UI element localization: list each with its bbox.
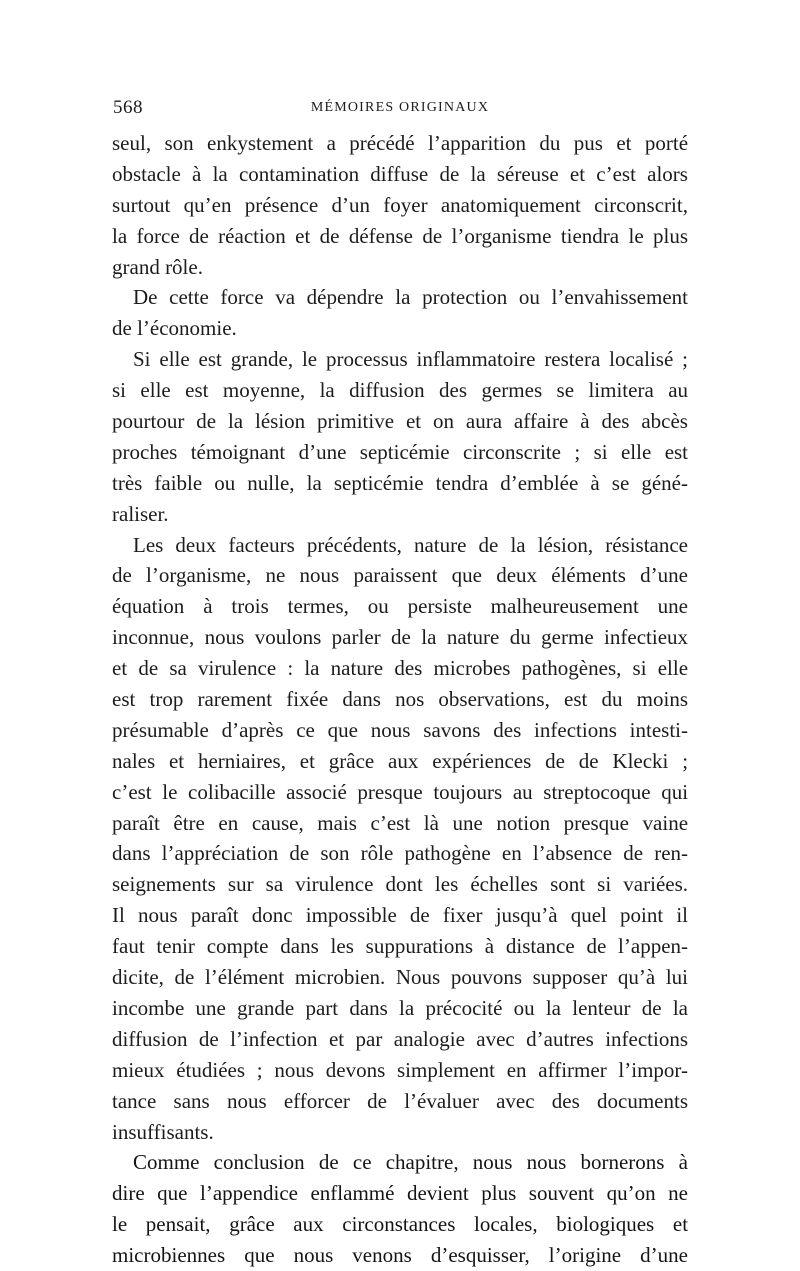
text-line: nales et herniaires, et grâce aux expériences de de Klecki ; — [112, 748, 689, 773]
text-line: Comme conclusion de ce chapitre, nous nous bornerons à — [133, 1150, 688, 1175]
running-head — [113, 97, 687, 119]
text-line: paraît être en cause, mais c’est là une notion presque vaine — [112, 810, 689, 835]
page-number: 568 — [113, 97, 143, 118]
text-line: mieux étudiées ; nous devons simplement en affirmer l’impor- — [112, 1057, 688, 1082]
text-line: de l’organisme, ne nous paraissent que deux éléments d’une — [112, 563, 688, 588]
text-line: de l’économie. — [112, 316, 237, 341]
text-line: très faible ou nulle, la septicémie tendra d’emblée à se géné- — [112, 470, 688, 495]
text-line: proches témoignant d’une septicémie circonscrite ; si elle est — [112, 439, 689, 464]
text-line: dans l’appréciation de son rôle pathogène en l’absence de ren- — [112, 841, 689, 866]
text-line: Les deux facteurs précédents, nature de la lésion, résistance — [133, 532, 688, 557]
text-line: De cette force va dépendre la protection ou l’envahissement — [133, 285, 688, 310]
text-line: Si elle est grande, le processus inflammatoire restera localisé ; — [133, 347, 688, 372]
text-line: Il nous paraît donc impossible de fixer jusqu’à quel point il — [112, 903, 689, 928]
text-line: microbiennes que nous venons d’esquisser, l’origine d’une — [112, 1243, 688, 1268]
text-line: surtout qu’en présence d’un foyer anatomiquement circonscrit, — [112, 192, 688, 217]
text-line: la force de réaction et de défense de l’organisme tiendra le plus — [112, 223, 689, 248]
text-line: dicite, de l’élément microbien. Nous pouvons supposer qu’à lui — [112, 965, 689, 990]
text-line: obstacle à la contamination diffuse de la séreuse et c’est alors — [112, 161, 688, 186]
text-line: est trop rarement fixée dans nos observations, est du moins — [112, 687, 689, 712]
text-line: diffusion de l’infection et par analogie avec d’autres infections — [112, 1026, 689, 1051]
text-line: raliser. — [112, 501, 169, 526]
text-line: équation à trois termes, ou persiste malheureusement une — [112, 594, 688, 619]
text-line: faut tenir compte dans les suppurations à distance de l’appen- — [112, 934, 689, 959]
text-line: seignements sur sa virulence dont les échelles sont si variées. — [112, 872, 689, 897]
text-line: insuffisants. — [112, 1119, 214, 1144]
text-line: présumable d’après ce que nous savons des infections intesti- — [112, 717, 689, 742]
text-line: si elle est moyenne, la diffusion des germes se limitera au — [112, 378, 689, 403]
text-line: incombe une grande part dans la précocité ou la lenteur de la — [112, 995, 688, 1020]
text-line: dire que l’appendice enflammé devient plus souvent qu’on ne — [112, 1181, 688, 1206]
text-line: tance sans nous efforcer de l’évaluer avec des documents — [112, 1088, 688, 1113]
text-line: c’est le colibacille associé presque toujours au streptocoque qui — [112, 779, 689, 804]
text-line: et de sa virulence : la nature des microbes pathogènes, si elle — [112, 656, 689, 681]
body-text — [112, 128, 688, 1271]
text-line: pourtour de la lésion primitive et on aura affaire à des abcès — [112, 409, 688, 434]
running-title: MÉMOIRES ORIGINAUX — [310, 100, 490, 115]
text-line: grand rôle. — [112, 254, 203, 279]
text-line: inconnue, nous voulons parler de la nature du germe infectieux — [112, 625, 689, 650]
text-line: le pensait, grâce aux circonstances locales, biologiques et — [112, 1212, 689, 1237]
text-line: seul, son enkystement a précédé l’apparition du pus et porté — [112, 131, 689, 155]
